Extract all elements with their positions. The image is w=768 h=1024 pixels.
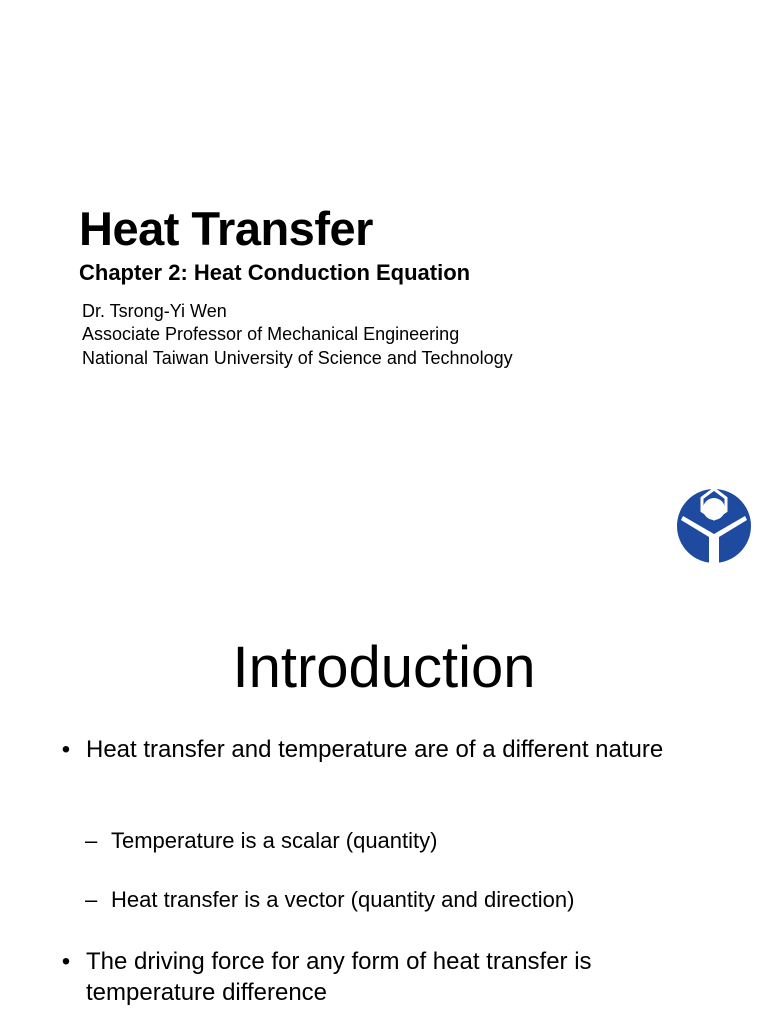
slide-heading: Introduction bbox=[232, 635, 536, 700]
bullet-glyph: • bbox=[61, 948, 71, 975]
author-institution: National Taiwan University of Science and Technology bbox=[82, 348, 513, 368]
author-role: Associate Professor of Mechanical Engineering bbox=[82, 324, 460, 344]
bullet-item bbox=[58, 734, 698, 765]
sub-bullet-text: Heat transfer is a vector (quantity and direction) bbox=[111, 887, 575, 912]
bullet-item bbox=[58, 946, 698, 1008]
bullet-text: The driving force for any form of heat transfer is temperature difference bbox=[86, 948, 592, 1006]
dash-glyph: – bbox=[85, 828, 98, 853]
introduction-slide bbox=[0, 590, 768, 1024]
sub-bullet-item bbox=[85, 886, 574, 914]
slide-subtitle: Chapter 2: Heat Conduction Equation bbox=[79, 260, 471, 285]
dash-glyph: – bbox=[85, 887, 98, 912]
university-logo-icon bbox=[676, 486, 752, 564]
bullet-text: Heat transfer and temperature are of a different nature bbox=[86, 736, 664, 763]
slide-title: Heat Transfer bbox=[79, 202, 373, 255]
author-name: Dr. Tsrong-Yi Wen bbox=[82, 301, 227, 321]
bullet-glyph: • bbox=[61, 736, 71, 763]
sub-bullet-item bbox=[85, 827, 437, 855]
sub-bullet-text: Temperature is a scalar (quantity) bbox=[111, 828, 438, 853]
